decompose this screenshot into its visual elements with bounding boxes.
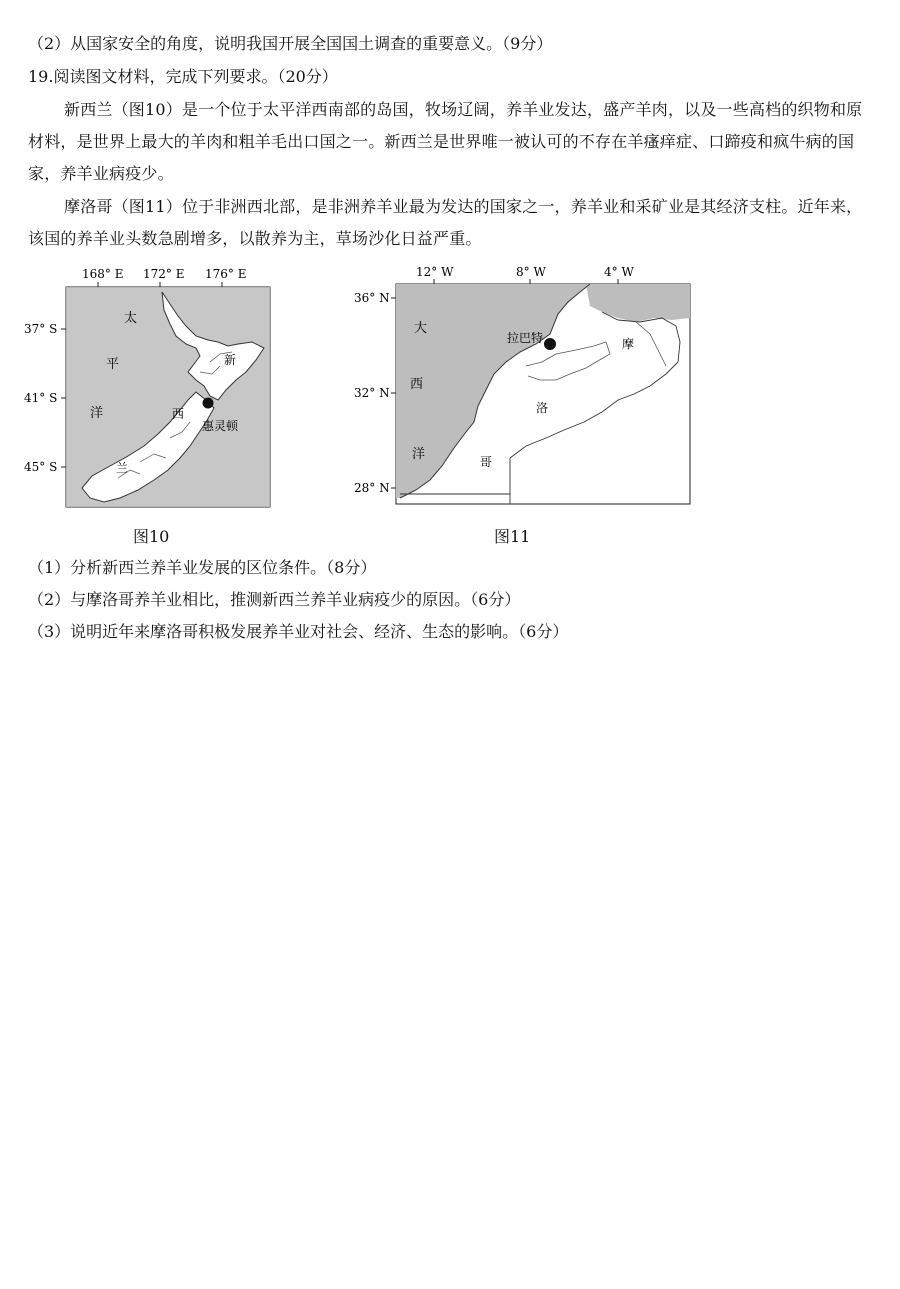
fig11-country-char: 洛 bbox=[536, 401, 549, 415]
fig11-ocean-char: 西 bbox=[410, 377, 424, 392]
fig10-ocean-char: 平 bbox=[106, 357, 120, 372]
figure-11-caption: 图11 bbox=[494, 527, 531, 546]
question-19-part-1: （1）分析新西兰养羊业发展的区位条件。（8分） bbox=[28, 558, 377, 577]
fig10-lon-label: 172° E bbox=[143, 267, 185, 281]
fig10-ocean-char: 洋 bbox=[90, 406, 104, 421]
fig10-lon-label: 176° E bbox=[205, 267, 247, 281]
fig11-city-label: 拉巴特 bbox=[507, 331, 544, 345]
paragraph-new-zealand: 新西兰（图10）是一个位于太平洋西南部的岛国，牧场辽阔，养羊业发达，盛产羊肉，以及一些高档的织物和原材料，是世界上最大的羊肉和粗羊毛出口国之一。新西兰是世界唯一被认可的不存在羊瘙痒症、口蹄疫和疯牛病的国家，养羊业病疫少。 bbox=[28, 100, 863, 183]
fig10-city-marker bbox=[203, 398, 214, 409]
fig10-map-svg bbox=[20, 262, 280, 522]
fig11-city-marker bbox=[544, 338, 556, 350]
fig10-country-char: 兰 bbox=[116, 461, 129, 475]
fig10-lat-label: 45° S bbox=[24, 460, 58, 474]
fig11-lon-label: 4° W bbox=[604, 265, 634, 279]
fig11-lon-label: 12° W bbox=[416, 265, 454, 279]
fig11-ocean-char: 大 bbox=[414, 321, 428, 336]
fig10-country-char: 西 bbox=[172, 407, 185, 421]
figure-10-caption: 图10 bbox=[133, 527, 170, 546]
figure-11-morocco-map bbox=[350, 262, 700, 522]
fig11-lon-label: 8° W bbox=[516, 265, 546, 279]
fig10-city-label: 惠灵顿 bbox=[202, 419, 239, 433]
fig10-lat-label: 37° S bbox=[24, 322, 58, 336]
figure-10-new-zealand-map bbox=[20, 262, 280, 522]
question-19-part-3: （3）说明近年来摩洛哥积极发展养羊业对社会、经济、生态的影响。（6分） bbox=[28, 622, 569, 641]
fig10-lat-label: 41° S bbox=[24, 391, 58, 405]
paragraph-morocco: 摩洛哥（图11）位于非洲西北部，是非洲养羊业最为发达的国家之一，养羊业和采矿业是其经济支柱。近年来，该国的养羊业头数急剧增多，以散养为主，草场沙化日益严重。 bbox=[28, 197, 863, 248]
fig11-lat-label: 32° N bbox=[354, 386, 390, 400]
fig10-ocean-char: 太 bbox=[124, 311, 138, 326]
fig11-lat-label: 28° N bbox=[354, 481, 390, 495]
fig10-country-char: 新 bbox=[224, 353, 237, 367]
fig11-lat-label: 36° N bbox=[354, 291, 390, 305]
question-19-part-2: （2）与摩洛哥养羊业相比，推测新西兰养羊业病疫少的原因。（6分） bbox=[28, 590, 521, 609]
question-18-part-2: （2）从国家安全的角度，说明我国开展全国国土调查的重要意义。（9分） bbox=[28, 34, 553, 53]
fig11-map-svg bbox=[350, 262, 700, 522]
fig10-lon-label: 168° E bbox=[82, 267, 124, 281]
fig11-country-char: 摩 bbox=[622, 337, 635, 351]
question-19-title: 19.阅读图文材料，完成下列要求。（20分） bbox=[28, 67, 338, 86]
fig11-ocean-char: 洋 bbox=[412, 447, 426, 462]
fig11-country-char: 哥 bbox=[480, 455, 493, 469]
